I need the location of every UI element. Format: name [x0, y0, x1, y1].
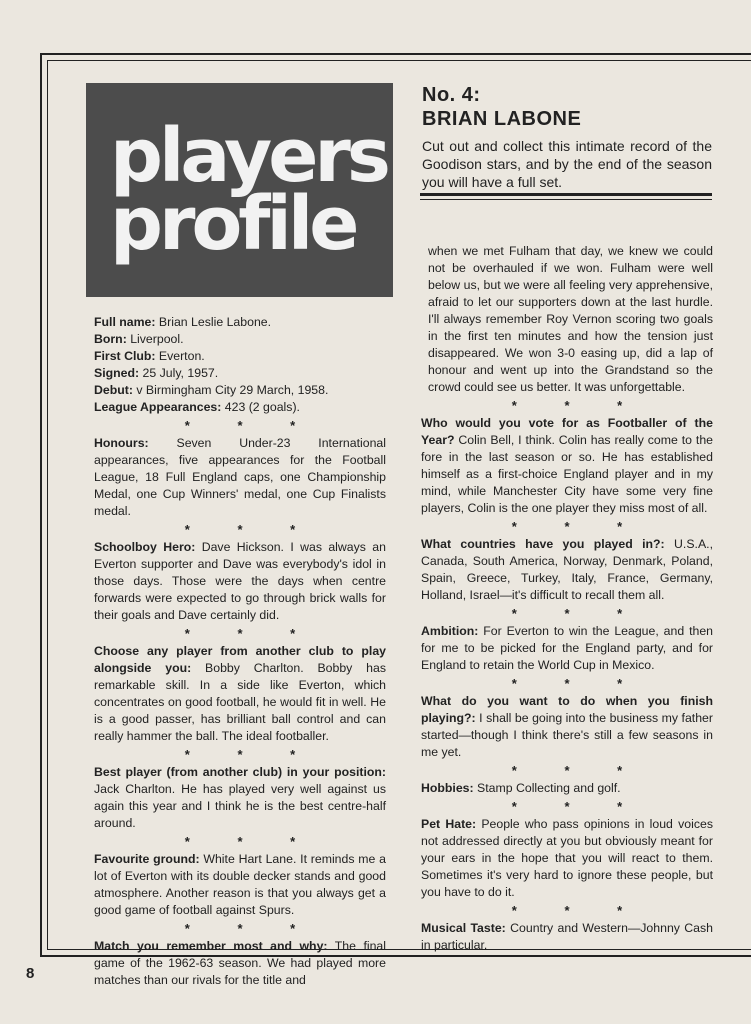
section-schoolboy-hero: Schoolboy Hero: Dave Hickson. I was always an Everton supporter and Dave was everybody's idol in those days. Those were the days when centre forwards were expected to go through brick walls for their goals and Dave certainly did.: [94, 540, 386, 622]
fact-list: [94, 314, 386, 416]
section-match-continued: when we met Fulham that day, we knew we could not be overhauled if we won. Fulham were well below us, but we were all feeling very apprehensive, afraid to let our supporters down at the last hurdle. I'll always remember Roy Vernon scoring two goals in the first ten minutes and how the tension just disappeared. We won 3-0 easing up, did a lap of honour and went up into the Grandstand so the crowd could see us better. It was unforgettable.: [428, 244, 713, 394]
section-after-playing: What do you want to do when you finish playing?: I shall be going into the business my father started—though I think there's still a few seasons in me yet.: [421, 694, 713, 759]
section-honours: Honours: Seven Under-23 International appearances, five appearances for the Football League, 18 Full England caps, one Championship Medal, one Cup Winners' medal, one Cup Finalists medal.: [94, 436, 386, 518]
star-divider: * * *: [511, 903, 645, 918]
section-countries: What countries have you played in?: U.S.A., Canada, South America, Norway, Denmark, Poland, Spain, Greece, Turkey, Italy, France, Germany, Holland, Israel—it's difficult to recall them all.: [421, 537, 713, 602]
star-divider: * * *: [511, 606, 645, 621]
fact-signed: Signed: 25 July, 1957.: [94, 366, 219, 380]
star-divider: * * *: [184, 921, 318, 936]
players-profile-logo: [86, 83, 393, 297]
section-favourite-ground: Favourite ground: White Hart Lane. It reminds me a lot of Everton with its double decker stands and good atmosphere. Another reason is that you always get a good game of football against Spurs.: [94, 852, 387, 917]
star-divider: * * *: [184, 747, 318, 762]
section-ambition: Ambition: For Everton to win the League, and then for me to be picked for the England party, and for England to retain the World Cup in Mexico.: [421, 624, 713, 672]
section-footballer-of-year: Who would you vote for as Footballer of the Year? Colin Bell, I think. Colin has really come to the fore in the last season or so. He has established himself as a first-choice England player and in my mind, while Manchester City have some very fine players, Colin is the one player they miss most of all.: [421, 416, 713, 515]
header-rule-thick: [420, 193, 712, 196]
fact-debut: Debut: v Birmingham City 29 March, 1958.: [94, 383, 329, 397]
fact-league-appearances: League Appearances: 423 (2 goals).: [94, 400, 300, 414]
star-divider: * * *: [184, 418, 318, 433]
page-number: 8: [26, 965, 35, 982]
star-divider: * * *: [511, 763, 645, 778]
star-divider: * * *: [511, 676, 645, 691]
star-divider: * * *: [184, 834, 318, 849]
fact-full-name: Full name: Brian Leslie Labone.: [94, 315, 272, 329]
profile-number: No. 4:: [422, 84, 481, 106]
profile-player-name: BRIAN LABONE: [422, 108, 582, 130]
star-divider: * * *: [511, 799, 645, 814]
star-divider: * * *: [511, 398, 645, 413]
logo-word-profile: profile: [110, 181, 356, 267]
right-column: [421, 243, 713, 954]
profile-intro: Cut out and collect this intimate record of the Goodison stars, and by the end of the season you will have a full set.: [422, 138, 712, 190]
section-pet-hate: Pet Hate: People who pass opinions in loud voices not addressed directly at you but obviously meant for your ears in the hope that you will react to them. Sometimes it's very hard to ignore these people, but you have to do it.: [421, 817, 713, 899]
header-rule-thin: [420, 199, 712, 200]
section-best-player: Best player (from another club) in your position: Jack Charlton. He has played very well against us again this year and I think he is the best centre-half around.: [94, 765, 386, 830]
profile-header: [422, 83, 722, 131]
fact-born: Born: Liverpool.: [94, 332, 184, 346]
star-divider: * * *: [184, 626, 318, 641]
section-match-remembered: Match you remember most and why: The final game of the 1962-63 season. We had played more matches than our rivals for the title and: [94, 939, 386, 987]
left-column: [94, 314, 386, 989]
section-hobbies: Hobbies: Stamp Collecting and golf.: [421, 781, 621, 795]
section-musical-taste: Musical Taste: Country and Western—Johnny Cash in particular.: [421, 921, 714, 952]
logo-word-players: players: [110, 113, 387, 199]
star-divider: * * *: [511, 519, 645, 534]
star-divider: * * *: [184, 522, 318, 537]
section-player-alongside: Choose any player from another club to play alongside you: Bobby Charlton. Bobby has remarkable skill. In a side like Everton, which concentrates on good football, he would fit in well. He is a good passer, has brilliant ball control and can really hammer the ball. The ideal footballer.: [94, 644, 386, 743]
fact-first-club: First Club: Everton.: [94, 349, 205, 363]
